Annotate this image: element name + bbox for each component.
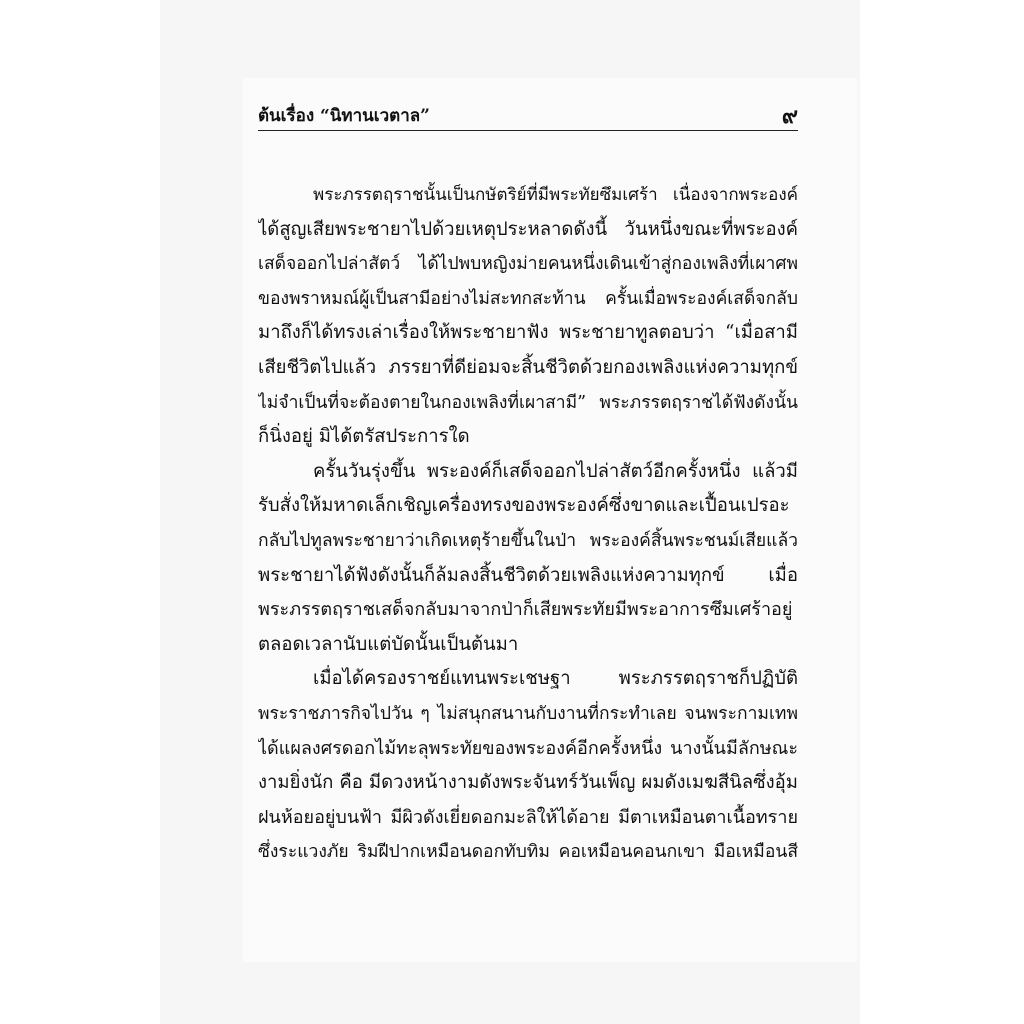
text-line: ตลอดเวลานับแต่บัดนั้นเป็นต้นมา: [258, 633, 519, 655]
text-line: ครั้นวันรุ่งขึ้น พระองค์ก็เสด็จออกไปล่าสัตว์อีกครั้งหนึ่ง แล้วมี: [313, 460, 798, 482]
body-text: [258, 178, 798, 870]
text-line: ได้แผลงศรดอกไม้ทะลุพระทัยของพระองค์อีกครั้งหนึ่ง นางนั้นมีลักษณะ: [258, 737, 798, 759]
text-line: งามยิ่งนัก คือ มีดวงหน้างามดังพระจันทร์วันเพ็ญ ผมดังเมฆสีนิลซึ่งอุ้ม: [258, 772, 798, 794]
text-line: พระราชภารกิจไปวัน ๆ ไม่สนุกสนานกับงานที่กระทำเลย จนพระกามเทพ: [258, 703, 798, 724]
text-line: พระภรรตฤราชนั้นเป็นกษัตริย์ที่มีพระทัยซึมเศร้า เนื่องจากพระองค์: [313, 185, 798, 205]
text-line: ฝนห้อยอยู่บนฟ้า มีผิวดังเยี่ยดอกมะลิให้ได้อาย มีตาเหมือนตาเนื้อทราย: [258, 806, 798, 828]
text-line: เมื่อได้ครองราชย์แทนพระเชษฐา พระภรรตฤราชก็ปฏิบัติ: [313, 668, 798, 690]
text-line: เสด็จออกไปล่าสัตว์ ได้ไปพบหญิงม่ายคนหนึ่งเดินเข้าสู่กองเพลิงที่เผาศพ: [258, 254, 798, 275]
header-divider: [258, 130, 798, 131]
text-line: ซึ่งระแวงภัย ริมฝีปากเหมือนดอกทับทิม คอเหมือนคอนกเขา มือเหมือนสี: [258, 842, 798, 863]
text-line: พระภรรตฤราชเสด็จกลับมาจากป่าก็เสียพระทัยมีพระอาการซึมเศร้าอยู่: [258, 599, 793, 621]
text-line: กลับไปทูลพระชายาว่าเกิดเหตุร้ายขึ้นในป่า พระองค์สิ้นพระชนม์เสียแล้ว: [258, 530, 798, 551]
text-line: รับสั่งให้มหาดเล็กเชิญเครื่องทรงของพระองค์ซึ่งขาดและเปื้อนเปรอะ: [258, 495, 790, 517]
running-header: [258, 100, 798, 130]
text-line: พระชายาได้ฟังดังนั้นก็ล้มลงสิ้นชีวิตด้วยเพลิงแห่งความทุกข์ เมื่อ: [258, 564, 798, 586]
text-line: ได้สูญเสียพระชายาไปด้วยเหตุประหลาดดังนี้ วันหนึ่งขณะที่พระองค์: [258, 218, 798, 240]
running-header-title: ต้นเรื่อง “นิทานเวตาล”: [258, 106, 430, 126]
text-line: เสียชีวิตไปแล้ว ภรรยาที่ดีย่อมจะสิ้นชีวิตด้วยกองเพลิงแห่งความทุกข์: [258, 356, 798, 378]
page-number: ๙: [781, 103, 798, 129]
text-line: มาถึงก็ได้ทรงเล่าเรื่องให้พระชายาฟัง พระชายาทูลตอบว่า “เมื่อสามี: [258, 322, 798, 344]
text-line: ของพราหมณ์ผู้เป็นสามีอย่างไม่สะทกสะท้าน ครั้นเมื่อพระองค์เสด็จกลับ: [258, 288, 798, 309]
text-line: ไม่จำเป็นที่จะต้องตายในกองเพลิงที่เผาสามี” พระภรรตฤราชได้ฟังดังนั้น: [258, 392, 798, 413]
text-line: ก็นิ่งอยู่ มิได้ตรัสประการใด: [258, 426, 470, 448]
